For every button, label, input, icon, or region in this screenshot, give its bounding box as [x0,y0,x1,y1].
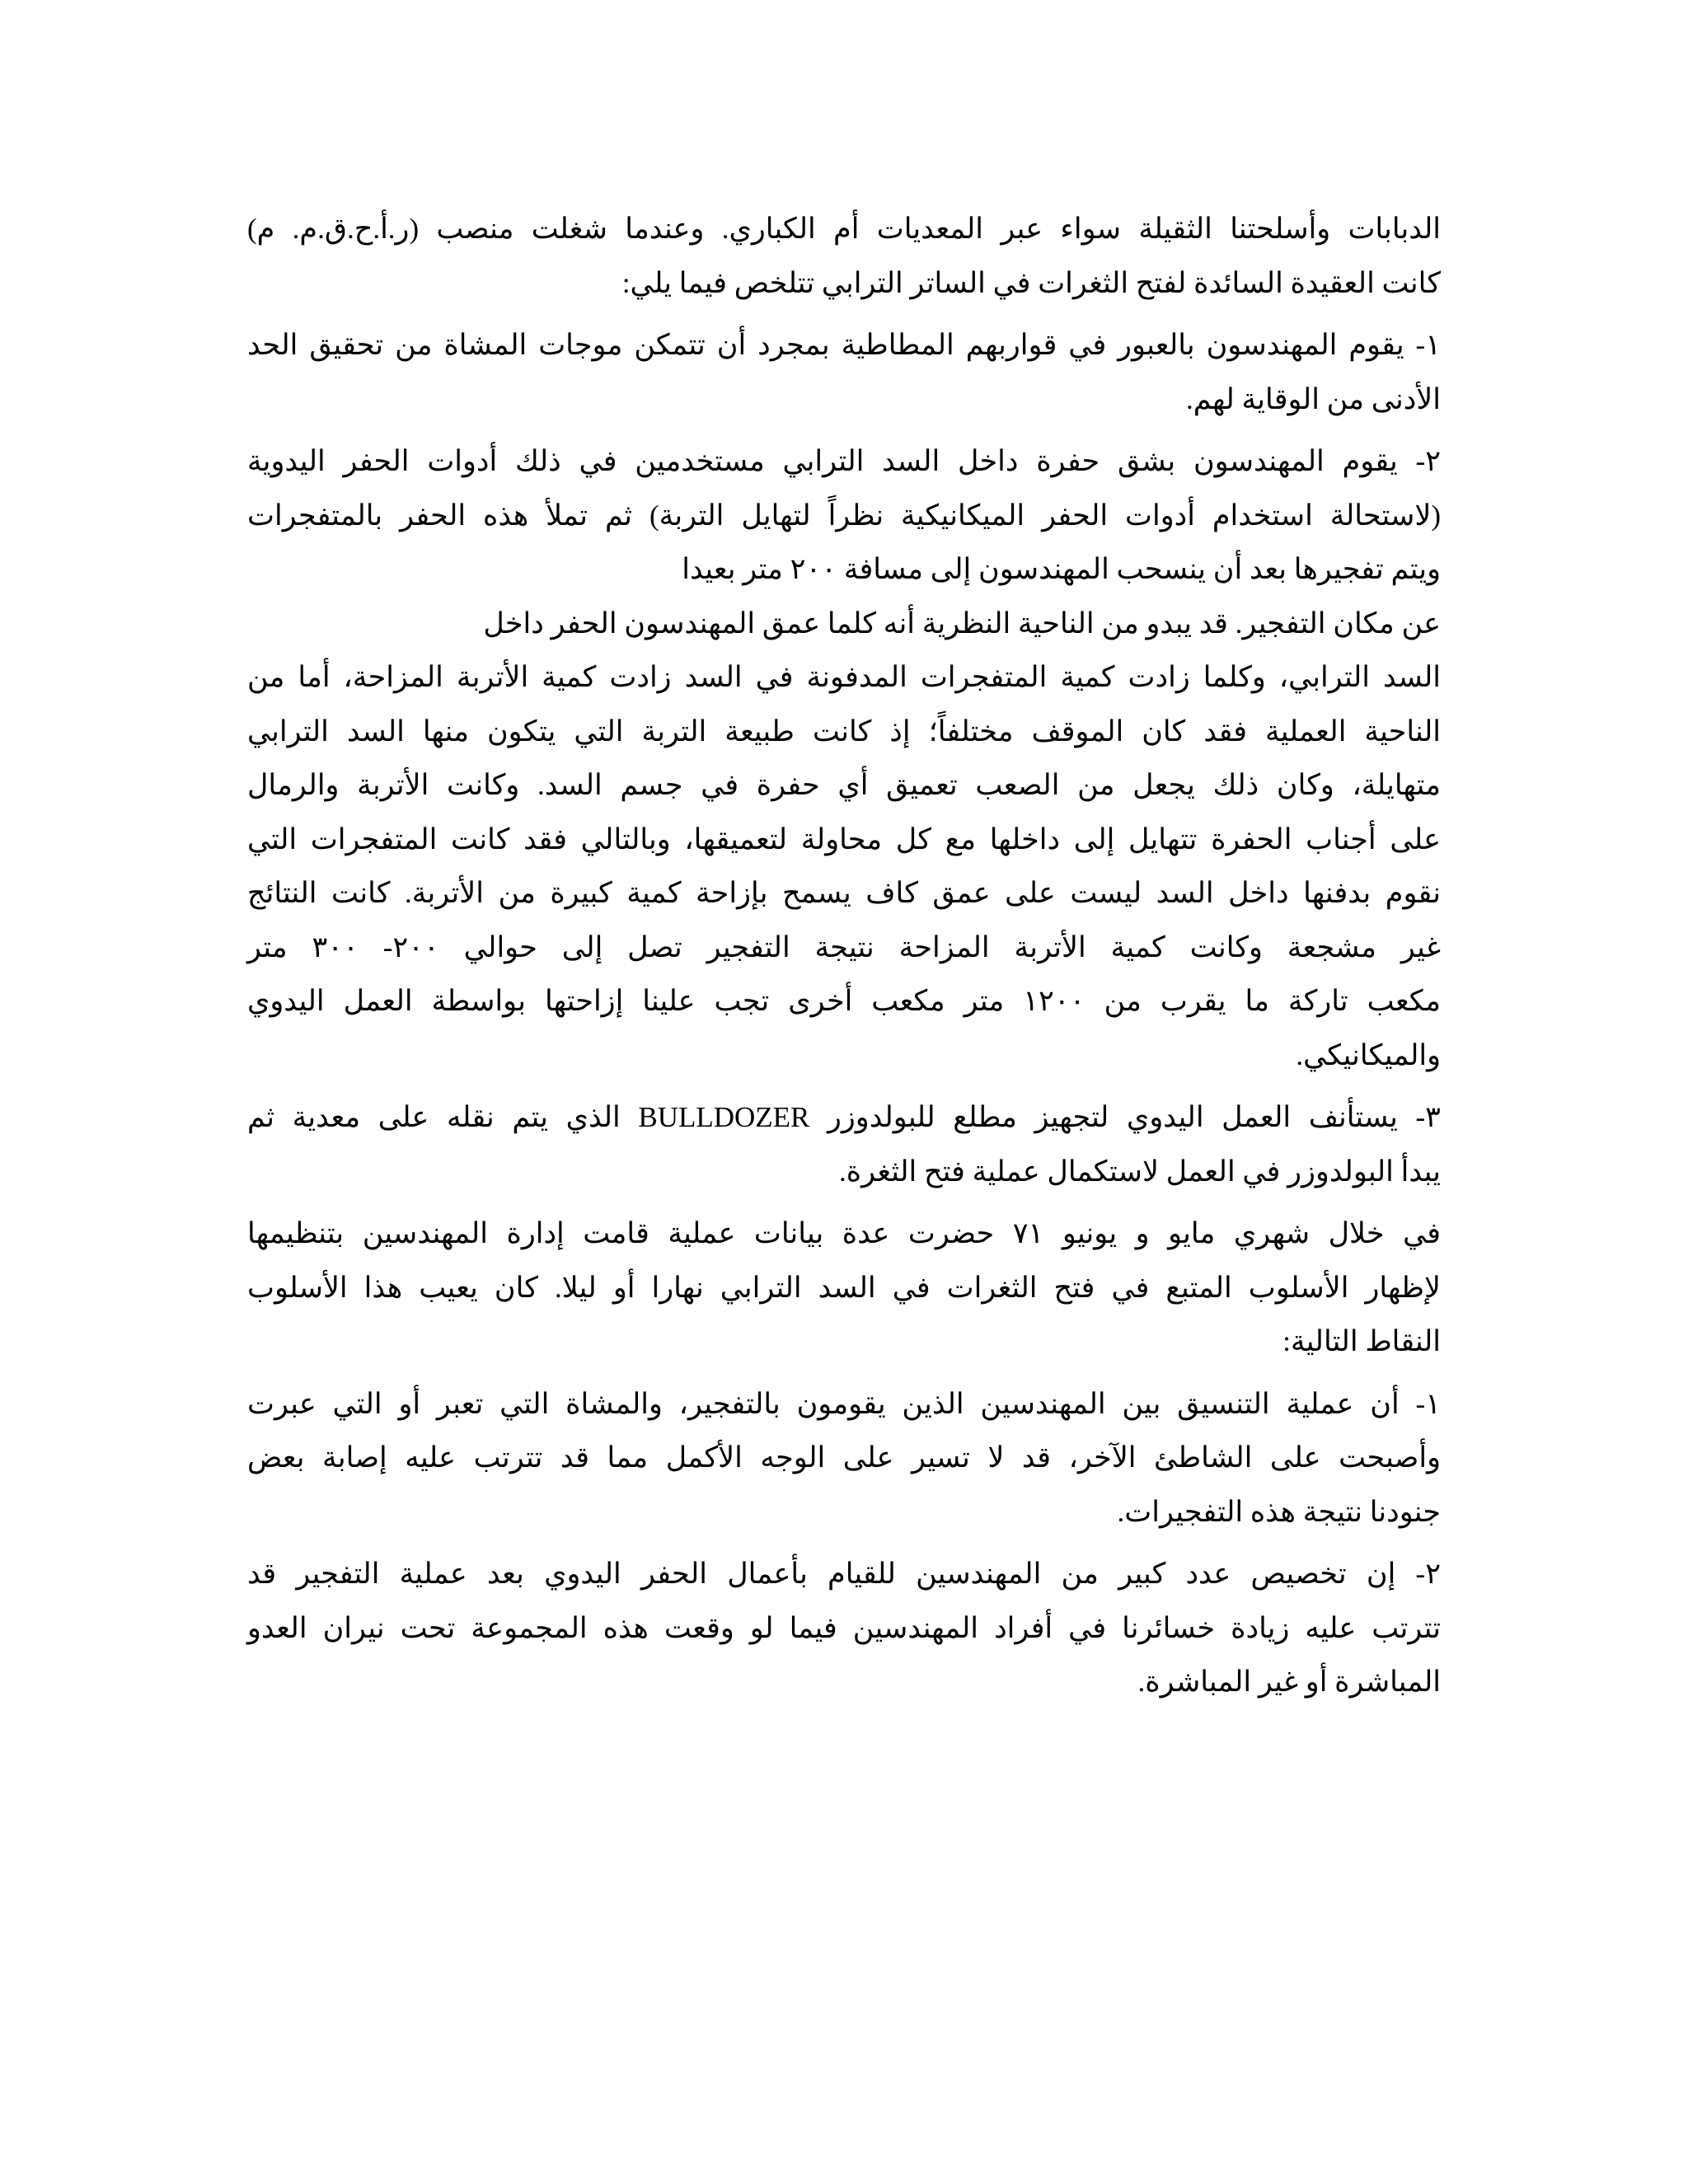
paragraph-gap [247,426,1441,434]
paragraph-gap [247,1539,1441,1547]
text-line: المباشرة أو غير المباشرة. [1137,1666,1441,1698]
text-line: لإظهار الأسلوب المتبع في فتح الثغرات في السد الترابي نهارا أو ليلا. كان يعيب هذا الأسلوب [247,1271,1441,1304]
paragraph-gap [247,1082,1441,1090]
text-line: ١- يقوم المهندسون بالعبور في قواربهم المطاطية بمجرد أن تتمكن موجات المشاة من تحقيق الحد [247,329,1441,361]
paragraph-gap [247,310,1441,318]
text-line: تترتب عليه زيادة خسائرنا في أفراد المهندسين فيما لو وقعت هذه المجموعة تحت نيران العدو [247,1611,1441,1644]
text-line: (لاستحالة استخدام أدوات الحفر الميكانيكية نظراً لتهايل التربة) ثم تملأ هذه الحفر بالمتفجرات [247,499,1441,532]
text-line: ٢- يقوم المهندسون بشق حفرة داخل السد الترابي مستخدمين في ذلك أدوات الحفر اليدوية [247,445,1441,477]
text-line: الناحية العملية فقد كان الموقف مختلفاً؛ إذ كانت طبيعة التربة التي يتكون منها السد الترابي [247,715,1441,748]
text-line: ١- أن عملية التنسيق بين المهندسين الذين يقومون بالتفجير، والمشاة التي تعبر أو التي عبرت [247,1387,1441,1420]
text-line: كانت العقيدة السائدة لفتح الثغرات في الساتر الترابي تتلخص فيما يلي: [621,266,1441,299]
text-line: الأدنى من الوقاية لهم. [1185,382,1441,415]
paragraph-gap [247,1369,1441,1377]
text-line: يبدأ البولدوزر في العمل لاستكمال عملية فتح الثغرة. [839,1155,1441,1188]
text-line: ٢- إن تخصيص عدد كبير من المهندسين للقيام بأعمال الحفر اليدوي بعد عملية التفجير قد [247,1558,1441,1590]
text-line: على أجناب الحفرة تتهايل إلى داخلها مع كل محاولة لتعميقها، وبالتالي فقد كانت المتفجرات التي [247,823,1441,855]
text-line: متهايلة، وكان ذلك يجعل من الصعب تعميق أي حفرة في جسم السد. وكانت الأتربة والرمال [247,769,1441,801]
text-line: ٣- يستأنف العمل اليدوي لتجهيز مطلع للبولدوزر BULLDOZER الذي يتم نقله على معدية ثم [247,1101,1441,1133]
document-body [247,202,1441,1709]
text-line: الدبابات وأسلحتنا الثقيلة سواء عبر المعديات أم الكباري. وعندما شغلت منصب (ر.أ.ح.ق.م. م) [247,213,1441,245]
text-line: السد الترابي، وكلما زادت كمية المتفجرات المدفونة في السد زادت كمية الأتربة المزاحة، أما من [247,661,1441,693]
text-line: النقاط التالية: [1282,1325,1441,1357]
text-line: عن مكان التفجير. قد يبدو من الناحية النظرية أنه كلما عمق المهندسون الحفر داخل [483,607,1441,640]
text-line: والميكانيكي. [1296,1038,1441,1071]
paragraph-gap [247,1198,1441,1207]
text-line: نقوم بدفنها داخل السد ليست على عمق كاف يسمح بإزاحة كمية كبيرة من الأتربة. كانت النتائج [247,877,1441,909]
text-line: ويتم تفجيرها بعد أن ينسحب المهندسون إلى مسافة ٢٠٠ متر بعيدا [682,553,1441,585]
text-line: جنودنا نتيجة هذه التفجيرات. [1117,1495,1441,1528]
text-line: مكعب تاركة ما يقرب من ١٢٠٠ متر مكعب أخرى تجب علينا إزاحتها بواسطة العمل اليدوي [247,985,1441,1017]
text-line: في خلال شهري مايو و يونيو ٧١ حضرت عدة بيانات عملية قامت إدارة المهندسين بتنظيمها [247,1217,1441,1249]
text-line: غير مشجعة وكانت كمية الأتربة المزاحة نتيجة التفجير تصل إلى حوالي ٢٠٠- ٣٠٠ متر [247,930,1442,963]
text-line: وأصبحت على الشاطئ الآخر، قد لا تسير على الوجه الأكمل مما قد تترتب عليه إصابة بعض [247,1441,1441,1474]
